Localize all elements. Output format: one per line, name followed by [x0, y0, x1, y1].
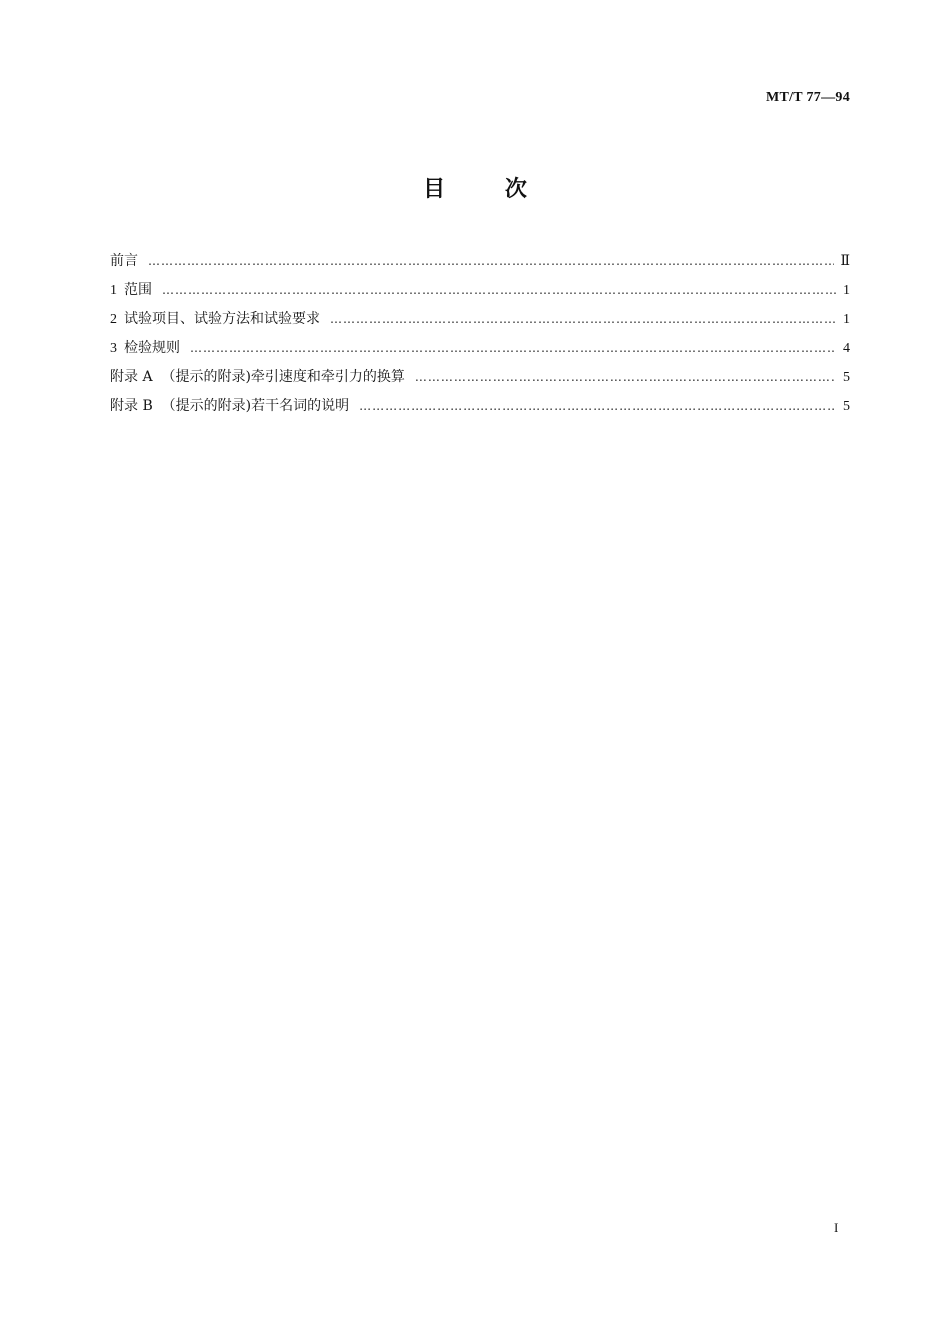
toc-entry-inspection-rules[interactable] [110, 338, 850, 367]
standard-code: MT/T 77—94 [765, 90, 850, 105]
toc-entry-label: 范围 [124, 282, 152, 298]
toc-leader-dots [330, 309, 836, 329]
toc-entry-number: 2 [110, 312, 124, 327]
toc-entry-appendix-b[interactable] [110, 396, 850, 425]
toc-leader-dots [359, 396, 836, 416]
toc-entry-number: 1 [110, 283, 124, 298]
toc-entry-page: 1 [843, 312, 850, 327]
toc-entry-page: 5 [843, 399, 850, 414]
toc-leader-dots [415, 367, 836, 387]
page-title-char-1: 目 [423, 177, 446, 202]
table-of-contents [110, 251, 850, 425]
toc-entry-label: 试验项目、试验方法和试验要求 [124, 311, 320, 327]
toc-entry-foreword[interactable] [110, 251, 850, 280]
toc-entry-label: 附录 B （提示的附录)若干名词的说明 [110, 398, 350, 414]
toc-leader-dots [162, 280, 836, 300]
toc-entry-test-items[interactable] [110, 309, 850, 338]
toc-entry-page: 1 [843, 283, 850, 298]
page-title [0, 172, 950, 203]
page-number: I [834, 1220, 839, 1235]
toc-entry-label: 前言 [110, 253, 138, 269]
toc-entry-appendix-a[interactable] [110, 367, 850, 396]
toc-entry-page: 4 [843, 341, 850, 356]
page-title-char-2: 次 [504, 177, 527, 202]
toc-entry-page: Ⅱ [840, 254, 850, 269]
toc-leader-dots [190, 338, 836, 358]
toc-entry-number: 3 [110, 341, 124, 356]
toc-leader-dots [148, 251, 834, 271]
toc-entry-label: 检验规则 [124, 340, 180, 356]
toc-entry-page: 5 [843, 370, 850, 385]
toc-entry-scope[interactable] [110, 280, 850, 309]
toc-entry-label: 附录 A （提示的附录)牵引速度和牵引力的换算 [110, 369, 405, 385]
